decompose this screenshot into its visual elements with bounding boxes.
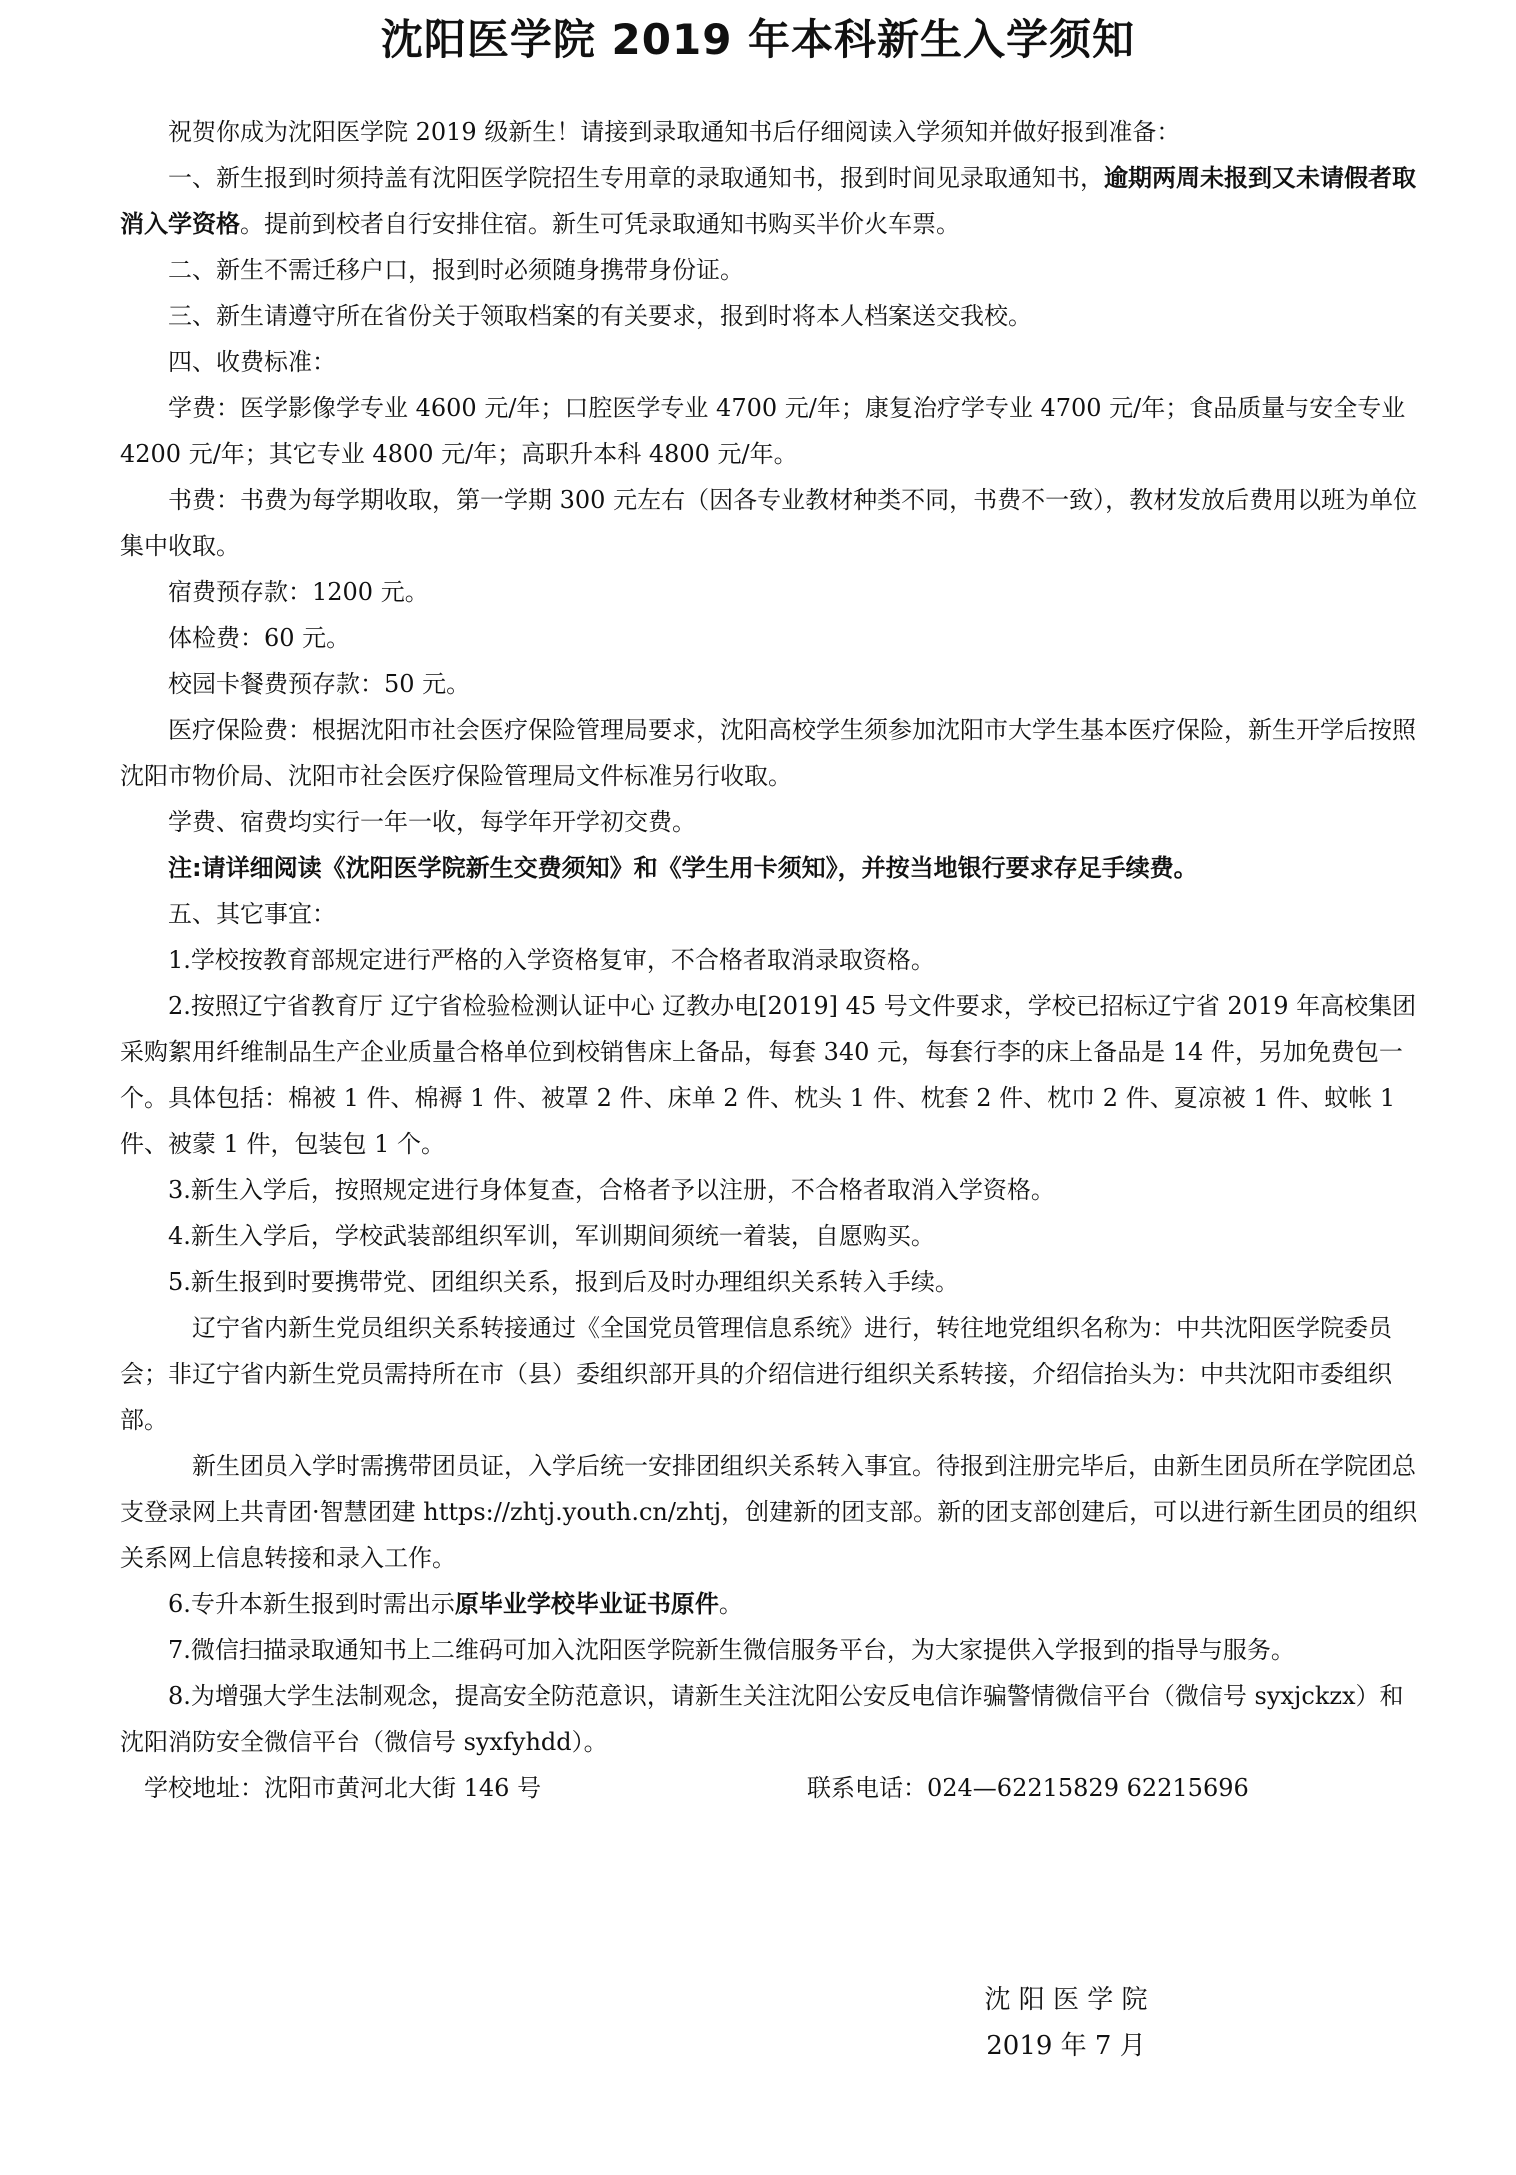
item-8: 8.为增强大学生法制观念，提高安全防范意识，请新生关注沈阳公安反电信诈骗警情微信平台（微信号 syxjckzx）和沈阳消防安全微信平台（微信号 syxfyhdd）。: [120, 1682, 1404, 1756]
signature-org: 沈 阳 医 学 院: [984, 1985, 1148, 2015]
item-7: 7.微信扫描录取通知书上二维码可加入沈阳医学院新生微信服务平台，为大家提供入学报到的指导与服务。: [168, 1636, 1295, 1664]
item-2: 2.按照辽宁省教育厅 辽宁省检验检测认证中心 辽教办电[2019] 45 号文件要求，学校已招标辽宁省 2019 年高校集团采购絮用纤维制品生产企业质量合格单位到校销售床上备品，每套 340 元，每套行李的床上备品是 14 件，另加免费包一个。具体包括：棉被 1 件、棉褥 1 件、被罩 2 件、床单 2 件、枕头 1 件、枕套 2 件、枕巾 2 件、夏凉被 1 件、蚊帐 1 件、被蒙 1 件，包装包 1 个。: [120, 992, 1417, 1158]
fee-note: 注:请详细阅读《沈阳医学院新生交费须知》和《学生用卡须知》，并按当地银行要求存足手续费。: [168, 854, 1198, 882]
item-6-text: 6.专升本新生报到时需出示: [168, 1590, 455, 1618]
section-4-heading: 四、收费标准：: [168, 348, 336, 376]
item-5: 5.新生报到时要携带党、团组织关系，报到后及时办理组织关系转入手续。: [168, 1268, 959, 1296]
item-6-text-end: 。: [718, 1590, 743, 1618]
section-1-text: 一、新生报到时须持盖有沈阳医学院招生专用章的录取通知书，报到时间见录取通知书，: [168, 164, 1104, 192]
notice-body: [120, 109, 1420, 1811]
exam-fee: 体检费：60 元。: [168, 624, 351, 652]
contact-row: [120, 1765, 1420, 1811]
item-6-certificate: 原毕业学校毕业证书原件: [454, 1590, 719, 1618]
book-fees: 书费：书费为每学期收取，第一学期 300 元左右（因各专业教材种类不同，书费不一致），教材发放后费用以班为单位集中收取。: [120, 486, 1418, 560]
signature-block: [926, 1977, 1206, 2069]
item-5-party-transfer: 辽宁省内新生党员组织关系转接通过《全国党员管理信息系统》进行，转往地党组织名称为：中共沈阳医学院委员会；非辽宁省内新生党员需持所在市（县）委组织部开具的介绍信进行组织关系转接，介绍信抬头为：中共沈阳市委组织部。: [120, 1314, 1392, 1434]
item-6: [120, 1581, 1420, 1627]
dorm-deposit: 宿费预存款：1200 元。: [168, 578, 429, 606]
tuition-fees: 学费：医学影像学专业 4600 元/年；口腔医学专业 4700 元/年；康复治疗学专业 4700 元/年；食品质量与安全专业 4200 元/年；其它专业 4800 元/年；高职升本科 4800 元/年。: [120, 394, 1406, 468]
page-title: 沈阳医学院 2019 年本科新生入学须知: [380, 15, 1136, 64]
item-5-league-transfer: 新生团员入学时需携带团员证，入学后统一安排团组织关系转入事宜。待报到注册完毕后，由新生团员所在学院团总支登录网上共青团·智慧团建 https://zhtj.youth.cn/zhtj，创建新的团支部。新的团支部创建后，可以进行新生团员的组织关系网上信息转接和录入工作。: [120, 1452, 1418, 1572]
section-1-deadline-warning: 逾期两周未报到又未请假者取消入学资格: [120, 164, 1416, 238]
section-1-text-end: 。提前到校者自行安排住宿。新生可凭录取通知书购买半价火车票。: [240, 210, 960, 238]
medical-insurance: 医疗保险费：根据沈阳市社会医疗保险管理局要求，沈阳高校学生须参加沈阳市大学生基本医疗保险，新生开学后按照沈阳市物价局、沈阳市社会医疗保险管理局文件标准另行收取。: [120, 716, 1416, 790]
section-3-paragraph: 三、新生请遵守所在省份关于领取档案的有关要求，报到时将本人档案送交我校。: [168, 302, 1032, 330]
yearly-payment-note: 学费、宿费均实行一年一收，每学年开学初交费。: [168, 808, 696, 836]
section-5-heading: 五、其它事宜：: [168, 900, 336, 928]
item-4: 4.新生入学后，学校武装部组织军训，军训期间须统一着装，自愿购买。: [168, 1222, 935, 1250]
school-address: 学校地址：沈阳市黄河北大街 146 号: [144, 1774, 542, 1802]
item-3: 3.新生入学后，按照规定进行身体复查，合格者予以注册，不合格者取消入学资格。: [168, 1176, 1055, 1204]
signature-date: 2019 年 7 月: [986, 2031, 1146, 2061]
item-1: 1.学校按教育部规定进行严格的入学资格复审，不合格者取消录取资格。: [168, 946, 935, 974]
section-2-paragraph: 二、新生不需迁移户口，报到时必须随身携带身份证。: [168, 256, 744, 284]
intro-paragraph: 祝贺你成为沈阳医学院 2019 级新生！请接到录取通知书后仔细阅读入学须知并做好报到准备：: [168, 118, 1181, 146]
contact-phone: 联系电话：024—62215829 62215696: [807, 1774, 1249, 1802]
campus-card-deposit: 校园卡餐费预存款：50 元。: [168, 670, 471, 698]
section-1-paragraph: [120, 155, 1420, 247]
